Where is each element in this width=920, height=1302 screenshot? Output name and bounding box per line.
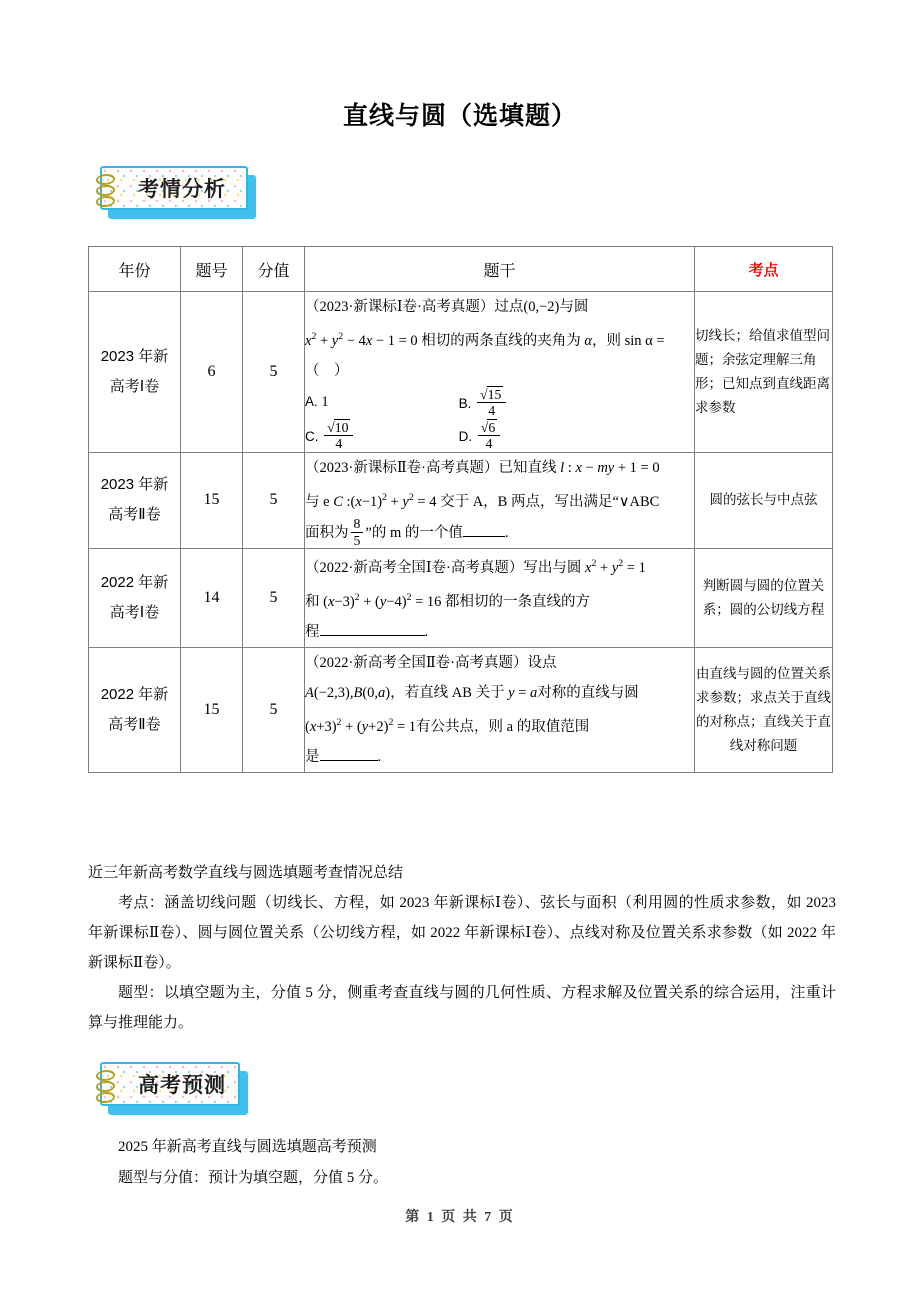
year-line-1: 2023 年新 [100,476,169,494]
header-number: 题号 [181,247,243,292]
stem-line [305,292,694,322]
cell-stem [305,452,695,549]
cell-stem [305,549,695,648]
stem-options-line-1 [305,386,694,419]
option-a: A. 1 [305,394,329,411]
stem-text-4: 有公共点，则 a 的取值范围 [416,718,590,735]
stem-line: （2022·新高考全国Ⅱ卷·高考真题）设点 [305,654,557,671]
stem-text-4: 面积为 [305,525,349,542]
stem-line: $x^2 + y^2 - 4x - 1 = 0$ 相切的两条直线的夹角为 α，则 sin α = [305,331,665,349]
cell-number: 14 [181,549,243,648]
banner-label: 高考预测 [138,1074,226,1097]
option-b: B. $\frac{√15}{4}$ [459,386,609,419]
stem-point: (0,−2) [523,299,560,315]
cell-point: 由直线与圆的位置关系求参数；求点关于直线的对称点；直线关于直线对称问题 [695,647,833,772]
year-line-1: 2023 年新 [100,347,169,365]
prediction-paragraph-2: 题型与分值：预计为填空题，分值 5 分。 [118,1170,389,1186]
cell-year [89,292,181,453]
exam-analysis-table [88,246,833,773]
answer-blank [320,635,425,636]
stem-text-2: 与 e [305,493,330,510]
stem-line: $(x+3)^2 + (y+2)^2 = 1$有公共点，则 a 的取值范围 [305,716,590,735]
answer-blank [463,536,505,537]
section-banner-kaoqing [100,166,248,210]
stem-line: 程 . [305,623,429,640]
cell-score: 5 [243,292,305,453]
stem-line: 与 e C $:(x-1)^2 + y^2 = 4$ 交于 A，B 两点，写出满足“∨ABC [305,491,660,510]
header-year: 年份 [89,247,181,292]
fraction: $\frac{8}{5}$ [351,516,364,548]
year-line-2: 高考Ⅰ卷 [109,377,160,395]
cell-year [89,647,181,772]
fraction: $\frac{√15}{4}$ [477,386,506,419]
cell-point: 切线长；给值求值型问题；余弦定理解三角形；已知点到直线距离求参数 [695,292,833,453]
spiral-rings-icon [96,173,116,207]
table-row [89,647,833,772]
year-line-1: 2022 年新 [100,685,169,703]
cell-year [89,549,181,648]
stem-line: 是 . [305,748,382,765]
year-line-2: 高考Ⅱ卷 [108,715,161,733]
year-line-2: 高考Ⅰ卷 [109,604,160,622]
fraction: $\frac{√10}{4}$ [324,419,353,452]
stem-line: （ ） [305,362,349,379]
banner-box [100,1062,240,1106]
exam-analysis-table-wrap [88,246,832,773]
cell-stem [305,647,695,772]
cell-point: 判断圆与圆的位置关系；圆的公切线方程 [695,549,833,648]
stem-line: 和 $(x-3)^2 + (y-4)^2 = 16$ 都相切的一条直线的方 [305,592,591,610]
stem-text-2: ，若直线 AB 关于 [390,684,505,701]
stem-text-3: 对称的直线与圆 [537,684,639,701]
summary-paragraph-2: 题型：以填空题为主，分值 5 分，侧重考查直线与圆的几何性质、方程求解及位置关系的综合运用，注重计算与推理能力。 [88,985,836,1031]
cell-score: 5 [243,452,305,549]
banner-box [100,166,248,210]
fraction: $\frac{√6}{4}$ [478,419,500,452]
stem-text-3: 都相切的一条直线的方 [445,593,591,610]
stem-text-3: 相切的两条直线的夹角为 [421,332,581,349]
stem-text-4: ，则 sin α = [592,332,665,349]
stem-text-2: 和 [305,593,320,610]
stem-text-2: 与圆 [559,299,589,315]
stem-text-5: 是 [305,748,320,765]
summary-heading: 近三年新高考数学直线与圆选填题考查情况总结 [88,865,404,881]
cell-year [89,452,181,549]
year-line-1: 2022 年新 [100,574,169,592]
cell-number: 6 [181,292,243,453]
prediction-paragraph-1: 2025 年新高考直线与圆选填题高考预测 [118,1139,377,1155]
stem-line: 面积为 $\frac{8}{5}$ ”的 m 的一个值 . [305,516,509,548]
page-footer: 第 1 页 共 7 页 [405,1210,515,1225]
cell-point: 圆的弦长与中点弦 [695,452,833,549]
table-row [89,549,833,648]
stem-source: （2023·新课标Ⅱ卷·高考真题）已知直线 [305,459,557,476]
stem-options-line-2 [305,419,694,452]
stem-text-5: ”的 m 的一个值 [365,525,463,542]
answer-blank [320,760,378,761]
year-line-2: 高考Ⅱ卷 [108,506,161,524]
table-row [89,292,833,453]
cell-number: 15 [181,452,243,549]
cell-stem [305,292,695,453]
stem-text-3: 交于 A，B 两点，写出满足“∨ABC [440,493,660,510]
option-d: D. $\frac{√6}{4}$ [459,419,609,452]
header-score: 分值 [243,247,305,292]
table-header-row [89,247,833,292]
stem-text-4: 程 [305,623,320,640]
spiral-rings-icon [96,1069,116,1103]
cell-score: 5 [243,549,305,648]
table-row [89,452,833,549]
cell-score: 5 [243,647,305,772]
cell-number: 15 [181,647,243,772]
header-stem: 题干 [305,247,695,292]
banner-label: 考情分析 [138,178,226,201]
section-banner-yuce [100,1062,240,1106]
stem-source: （2023·新课标Ⅰ卷·高考真题）过点 [305,299,524,315]
stem-line: （2022·新高考全国Ⅰ卷·高考真题）写出与圆 $x^2 + y^2 = 1$ [305,558,646,577]
stem-line: A(−2,3),B(0,a)，若直线 AB 关于 y = a对称的直线与圆 [305,684,639,701]
stem-source: （2022·新高考全国Ⅰ卷·高考真题）写出与圆 [305,560,582,577]
option-c: C. $\frac{√10}{4}$ [305,419,455,452]
header-point: 考点 [695,247,833,292]
summary-paragraph-1: 考点：涵盖切线问题（切线长、方程，如 2023 年新课标Ⅰ卷）、弦长与面积（利用圆的性质求参数，如 2023 年新课标Ⅱ卷）、圆与圆位置关系（公切线方程，如 2022 年新课标Ⅰ卷）、点线对称及位置关系求参数（如 2022 年新课标Ⅱ卷）。 [88,895,836,971]
page-title: 直线与圆（选填题） [342,103,577,130]
stem-line: （2023·新课标Ⅱ卷·高考真题）已知直线 l : x − my + 1 = 0 [305,459,660,476]
